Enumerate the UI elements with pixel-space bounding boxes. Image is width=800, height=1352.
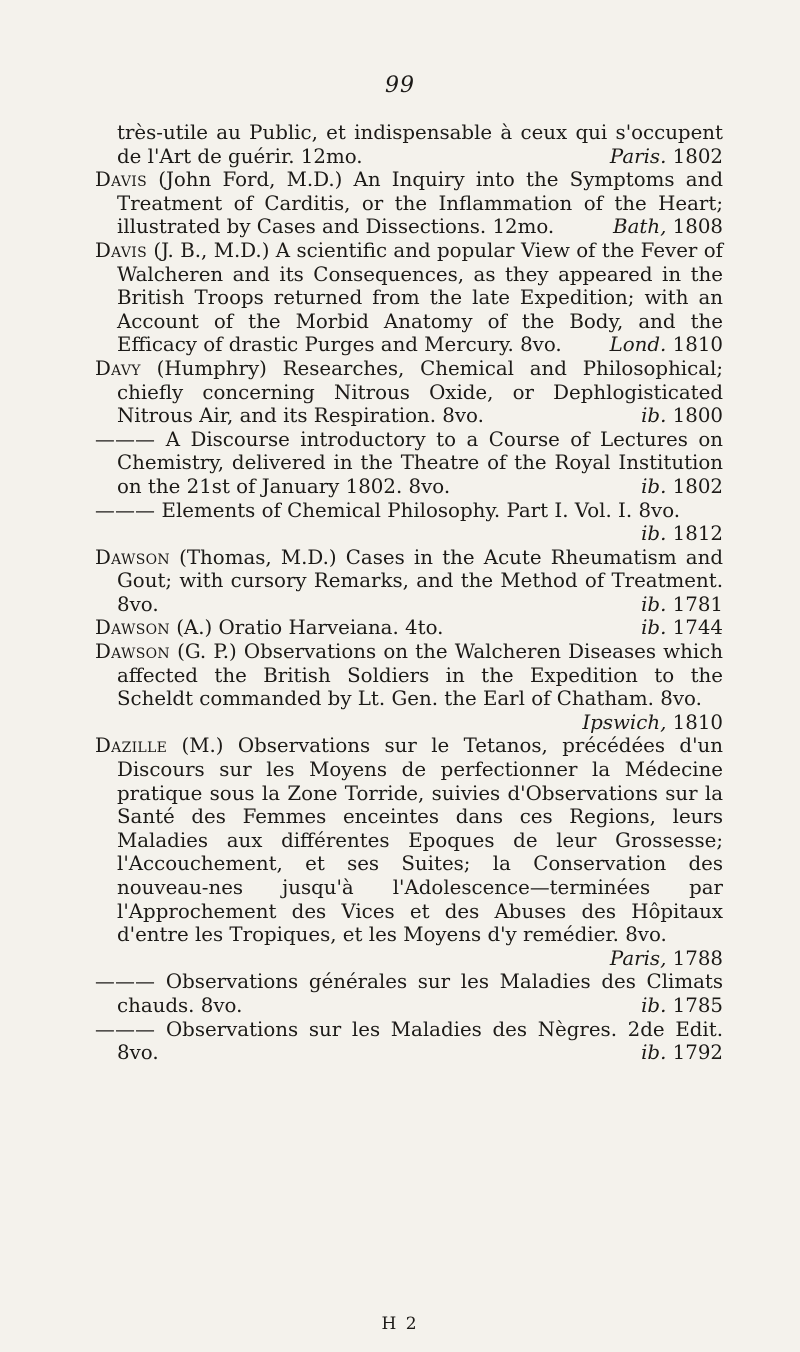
entry-text: A Discourse introductory to a Course of Lectures on Chemistry, delivered in the Theatre of the Royal Institution on the 21st of January 1802. 8vo.	[117, 427, 723, 498]
entry-text: (J. B., M.D.) A scientific and popular View of the Fever of Walcheren and its Consequences, as they appeared in the British Troops returned from the late Expedition; with an Account of the Morbid Anatomy of the Body, and the Efficacy of drastic Purges and Mercury. 8vo.	[117, 238, 723, 357]
page-number: 99	[385, 73, 415, 98]
entry-author: Davy	[95, 356, 141, 380]
entry-imprint	[613, 215, 723, 239]
entry-author: ———	[95, 498, 156, 522]
entry-imprint	[641, 522, 723, 546]
bibliography-entry	[95, 239, 723, 357]
bibliography-entry	[95, 546, 723, 617]
entry-imprint	[641, 404, 723, 428]
entry-year: 1802	[672, 144, 723, 168]
entry-imprint	[582, 711, 723, 735]
entry-place: Paris,	[609, 946, 667, 970]
bibliography-column	[95, 121, 723, 1065]
entry-imprint	[610, 947, 723, 971]
bibliography-entry	[95, 616, 723, 640]
bibliography-entry	[95, 168, 723, 239]
bibliography-entry	[95, 499, 723, 546]
entry-year: 1802	[672, 474, 723, 498]
entry-imprint	[641, 1041, 723, 1065]
entry-year: 1781	[672, 592, 723, 616]
entry-imprint	[641, 475, 723, 499]
entry-year: 1812	[672, 522, 723, 546]
entry-author: Davis	[95, 168, 148, 192]
entry-text: (John Ford, M.D.) An Inquiry into the Symptoms and Treatment of Carditis, or the Inflammation of the Heart; illustrated by Cases and Dissections. 12mo.	[117, 168, 723, 239]
entry-place: Ipswich,	[582, 710, 667, 734]
bibliography-entry	[95, 357, 723, 428]
entry-place: ib.	[641, 616, 667, 640]
entry-imprint	[641, 994, 723, 1018]
entry-year: 1810	[672, 710, 723, 734]
entry-year: 1808	[672, 215, 723, 239]
entry-text: Observations sur les Maladies des Nègres. 2de Edit. 8vo.	[117, 1017, 723, 1065]
entry-place: ib.	[641, 474, 667, 498]
entry-place: ib.	[641, 522, 667, 546]
entry-year: 1785	[672, 993, 723, 1017]
entry-imprint	[641, 593, 723, 617]
entry-author: Dawson	[95, 545, 170, 569]
entry-author: Dawson	[95, 616, 170, 640]
entry-place: ib.	[641, 1041, 667, 1065]
entry-text: (G. P.) Observations on the Walcheren Diseases which affected the British Soldiers in the Expedition to the Scheldt commanded by Lt. Gen. the Earl of Chatham. 8vo.	[117, 640, 723, 711]
entry-imprint	[610, 145, 723, 169]
entry-text: (Humphry) Researches, Chemical and Philosophical; chiefly concerning Nitrous Oxide, or Dephlogisticated Nitrous Air, and its Respiration. 8vo.	[117, 356, 723, 428]
entry-text: Observations générales sur les Maladies des Climats chauds. 8vo.	[117, 970, 723, 1017]
entry-year: 1800	[672, 404, 723, 428]
entry-text: Elements of Chemical Philosophy. Part I. Vol. I. 8vo.	[155, 498, 681, 522]
bibliography-entry	[95, 970, 723, 1017]
entry-author: Dawson	[95, 640, 170, 664]
entry-author: ———	[95, 427, 156, 451]
entry-place: Bath,	[613, 215, 667, 239]
entry-place: ib.	[641, 404, 667, 428]
entry-author: Dazille	[95, 734, 168, 758]
entry-text: (M.) Observations sur le Tetanos, précédées d'un Discours sur les Moyens de perfectionner la Médecine pratique sous la Zone Torride, suivies d'Observations sur la Santé des Femmes enceintes dans ces Regions, leurs Maladies aux différentes Epoques de leur Grossesse; l'Accouchement, et ses Suites; la Conservation des nouveau-nes jusqu'à l'Adolescence—terminées par l'Approchement des Vices et des Abuses des Hôpitaux d'entre les Tropiques, et les Moyens d'y remédier. 8vo.	[117, 734, 723, 947]
entry-author: Davis	[95, 238, 148, 262]
bibliography-entry	[95, 1018, 723, 1065]
bibliography-entry	[95, 640, 723, 734]
entry-place: ib.	[641, 993, 667, 1017]
entry-imprint	[610, 333, 723, 357]
entry-place: ib.	[641, 592, 667, 616]
entry-text: très-utile au Public, et indispensable à ceux qui s'occupent de l'Art de guérir. 12mo.	[117, 121, 723, 168]
entry-year: 1744	[672, 616, 723, 640]
entry-author: ———	[95, 1017, 156, 1041]
entry-text: (Thomas, M.D.) Cases in the Acute Rheumatism and Gout; with cursory Remarks, and the Method of Treatment. 8vo.	[117, 545, 723, 616]
entry-author: ———	[95, 970, 156, 994]
entry-text: (A.) Oratio Harveiana. 4to.	[169, 616, 444, 640]
bibliography-entry	[95, 428, 723, 499]
entry-place: Paris.	[609, 144, 667, 168]
entry-year: 1792	[672, 1041, 723, 1065]
entry-place: Lond.	[609, 333, 667, 357]
entry-imprint	[641, 616, 723, 640]
printer-signature: H 2	[381, 1314, 419, 1334]
entry-year: 1810	[672, 333, 723, 357]
bibliography-entry	[95, 121, 723, 168]
entry-year: 1788	[672, 946, 723, 970]
bibliography-entry	[95, 734, 723, 970]
